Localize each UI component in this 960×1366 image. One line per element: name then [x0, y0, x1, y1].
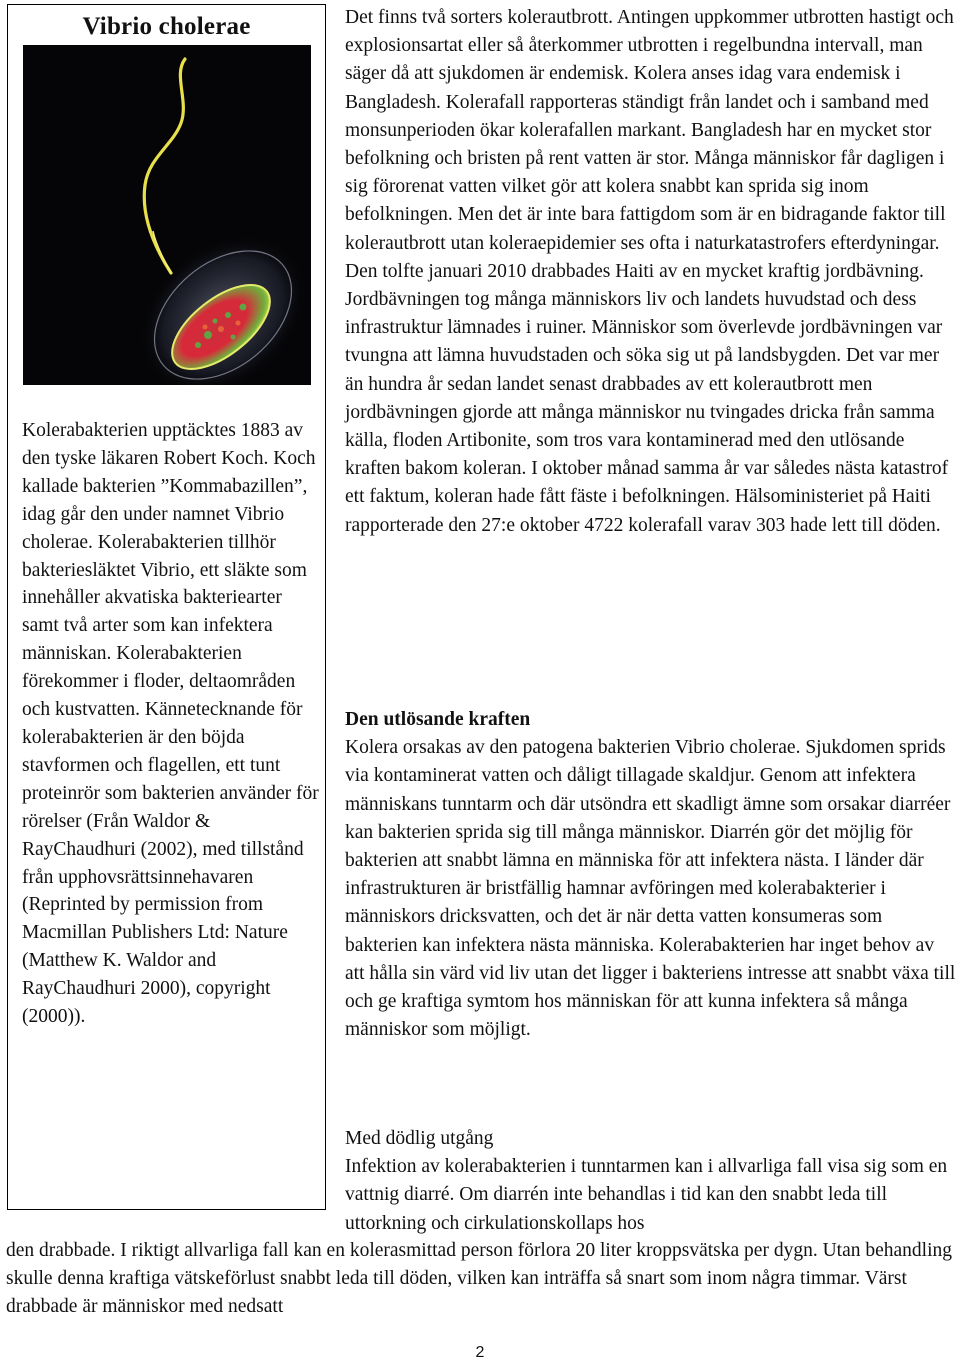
death-paragraph-start: Infektion av kolerabakterien i tunntarmen kan i allvarliga fall visa sig som en vattnig diarré. Om diarrén inte behandlas i tid kan den snabbt leda till uttorkning och cirkulationskollaps hos	[345, 1156, 948, 1234]
intro-paragraph: Det finns två sorters kolerautbrott. Antingen uppkommer utbrotten hastigt och explosionsartat eller så återkommer utbrotten i regelbundna intervall, man säger då att sjukdomen är endemisk. Kolera anses idag vara endemisk i Bangladesh. Kolerafall rapporteras ständigt från landet och i samband med monsunperioden ökar kolerafallen markant. Bangladesh har en mycket stor befolkning och bristen på rent vatten är stor. Många människor får dagligen i sig förorenat vatten vilket gör att kolera snabbt kan sprida sig inom befolkningen. Men det är inte bara fattigdom som är en bidragande faktor till kolerautbrott utan koleraepidemier ses ofta i naturkatastrofers efterdyningar. Den tolfte januari 2010 drabbades Haiti av en mycket kraftig jordbävning. Jordbävningen tog många människors liv och landets huvudstad och dess infrastruktur lämnades i ruiner. Människor som överlevde jordbävningen var tvungna att lämna huvudstaden och söka sig ut på landsbygden. Det var mer än hundra år sedan landet senast drabbades av ett kolerautbrott men jordbävningen gjorde att många människor nu tvingades dricka från samma källa, floden Artibonite, som tros vara kontaminerad med den utlösande kraften bakom koleran. I oktober månad samma år var således nästa katastrof ett faktum, koleran hade fått fäste i befolkningen. Hälsoministeriet på Haiti rapporterade den 27:e oktober 4722 kolerafall varav 303 hade lett till döden.	[345, 7, 954, 536]
sidebar-caption: Kolerabakterien upptäcktes 1883 av den tyske läkaren Robert Koch. Koch kallade bakterien ”Kommabazillen”, idag går den under namnet Vibrio cholerae. Kolerabakterien tillhör bakteriesläktet Vibrio, ett släkte som innehåller akvatiska bakteriearter samt två arter som kan infektera människan. Kolerabakterien förekommer i floder, deltaområden och kustvatten. Kännetecknande för kolerabakterien är den böjda stavformen och flagellen, ett tunt proteinrör som bakterien använder för rörelser (Från Waldor & RayChaudhuri (2002), med tillstånd från upphovsrättsinnehavaren (Reprinted by permission from Macmillan Publishers Ltd: Nature (Matthew K. Waldor and RayChaudhuri 2000), copyright (2000)).	[22, 420, 319, 1028]
death-heading: Med dödlig utgång	[345, 1128, 494, 1149]
death-paragraph-continued: den drabbade. I riktigt allvarliga fall kan en kolerasmittad person förlora 20 liter kroppsvätska per dygn. Utan behandling skulle denna kraftiga vätskeförlust snabbt leda till döden, vilken kan inträffa så snart som inom några timmar. Värst drabbade är människor med nedsatt	[6, 1240, 952, 1318]
bottom-continuation	[6, 1237, 956, 1322]
sidebar-box	[7, 4, 326, 1210]
death-column	[345, 1125, 957, 1238]
micrograph-svg	[23, 45, 311, 385]
page-number: 2	[475, 1344, 485, 1361]
section-paragraph: Kolera orsakas av den patogena bakterien Vibrio cholerae. Sjukdomen sprids via kontaminerat vatten och dåligt tillagade skaldjur. Genom att infektera människans tunntarm och där utsöndra ett skadligt ämne som orsakar diarréer kan bakterien sprida sig till många människor. Diarrén gör det möjlig för bakterien att snabbt lämna en människa för att infektera nästa. I länder där infrastrukturen är bristfällig hamnar avföringen med kolerabakterier i människors dricksvatten, och det är när detta vatten konsumeras som bakterien kan infektera nästa människa. Kolerabakterien har inget behov av att hålla sin värd vid liv utan det ligger i bakteriens intresse att snabbt växa till och ge kraftiga symtom hos människan för att kunna infektera så många människor som möjligt.	[345, 737, 956, 1041]
section-heading: Den utlösande kraften	[345, 709, 531, 730]
intro-column	[345, 4, 957, 540]
section-column	[345, 706, 957, 1044]
sidebar-title: Vibrio cholerae	[82, 13, 251, 40]
vibrio-micrograph-image	[23, 45, 311, 385]
